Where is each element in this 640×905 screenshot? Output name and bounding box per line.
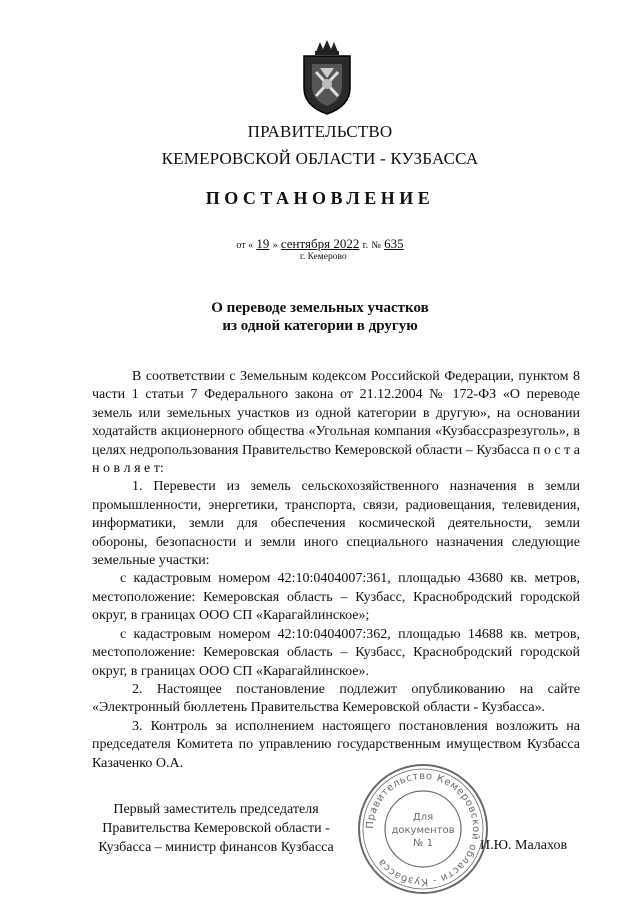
city-label: г. Кемерово — [300, 252, 347, 262]
government-name-line2: КЕМЕРОВСКОЙ ОБЛАСТИ - КУЗБАССА — [161, 149, 479, 168]
date-month-year: сентября 2022 — [280, 236, 360, 251]
date-prefix: от « — [236, 240, 254, 251]
item-1: 1. Перевести из земель сельскохозяйственного назначения в земли промышленности, энергетики, транспорта, связи, радиовещания, телевидения, информатики, земли для обеспечения космической деятельности, земли обороны, безопасности и земли иного специального назначения следующие земельные участки: — [92, 479, 580, 569]
official-stamp — [356, 762, 490, 896]
date-number-line — [0, 236, 640, 252]
stamp-center-line3: № 1 — [413, 838, 433, 849]
item-2: 2. Настоящее постановление подлежит опубликованию на сайте «Электронный бюллетень Правительства Кемеровской области - Кузбасса». — [92, 681, 580, 716]
date-day: 19 — [256, 236, 270, 251]
signer-title-line1: Первый заместитель председателя — [113, 802, 319, 817]
parcel-1: с кадастровым номером 42:10:0404007:361, площадью 43680 кв. метров, местоположение: Кемеровская область – Кузбасс, Краснобродский городской округ, в границах ООО СП «Карагайлинское»; — [92, 571, 580, 624]
number-prefix: № — [371, 240, 381, 251]
parcel-2: с кадастровым номером 42:10:0404007:362, площадью 14688 кв. метров, местоположение: Кемеровская область – Кузбасс, Краснобродский городской округ, в границах ООО СП «Карагайлинское». — [92, 626, 580, 679]
subject-line1: О переводе земельных участков — [211, 300, 429, 316]
signer-name: И.Ю. Малахов — [480, 838, 568, 853]
government-name-line1: ПРАВИТЕЛЬСТВО — [247, 122, 393, 141]
signer-title-line2: Правительства Кемеровской области - — [102, 821, 330, 836]
kuzbass-coat-of-arms-icon — [296, 38, 358, 116]
document-number: 635 — [384, 236, 404, 251]
decree-word: п о с т а н о в л я е т: — [92, 442, 581, 477]
stamp-center-line1: Для — [412, 812, 434, 823]
stamp-center-line2: документов — [391, 825, 455, 836]
signer-title — [82, 800, 350, 857]
intro-paragraph — [92, 368, 580, 478]
stamp-ring-text: Правительство Кемеровской области - Кузбасса — [364, 770, 482, 888]
item-3: 3. Контроль за исполнением настоящего постановления возложить на председателя Комитета по управлению государственным имуществом Кузбасса Казаченко О.А. — [92, 718, 580, 771]
document-type-title: ПОСТАНОВЛЕНИЕ — [205, 188, 435, 208]
signer-title-line3: Кузбасса – министр финансов Кузбасса — [98, 840, 334, 855]
year-suffix: г. — [362, 240, 369, 251]
subject-line2: из одной категории в другую — [222, 318, 418, 334]
date-mid: » — [272, 240, 278, 251]
document-body — [92, 368, 580, 773]
intro-text: В соответствии с Земельным кодексом Российской Федерации, пунктом 8 части 1 статьи 7 Федерального закона от 21.12.2004 № 172-ФЗ «О переводе земель или земельных участков из одной категории в другую», на основании ходатайств акционерного общества «Угольная компания «Кузбассразрезуголь», в целях недропользования Правительство Кемеровской области – Кузбасса — [92, 369, 580, 458]
